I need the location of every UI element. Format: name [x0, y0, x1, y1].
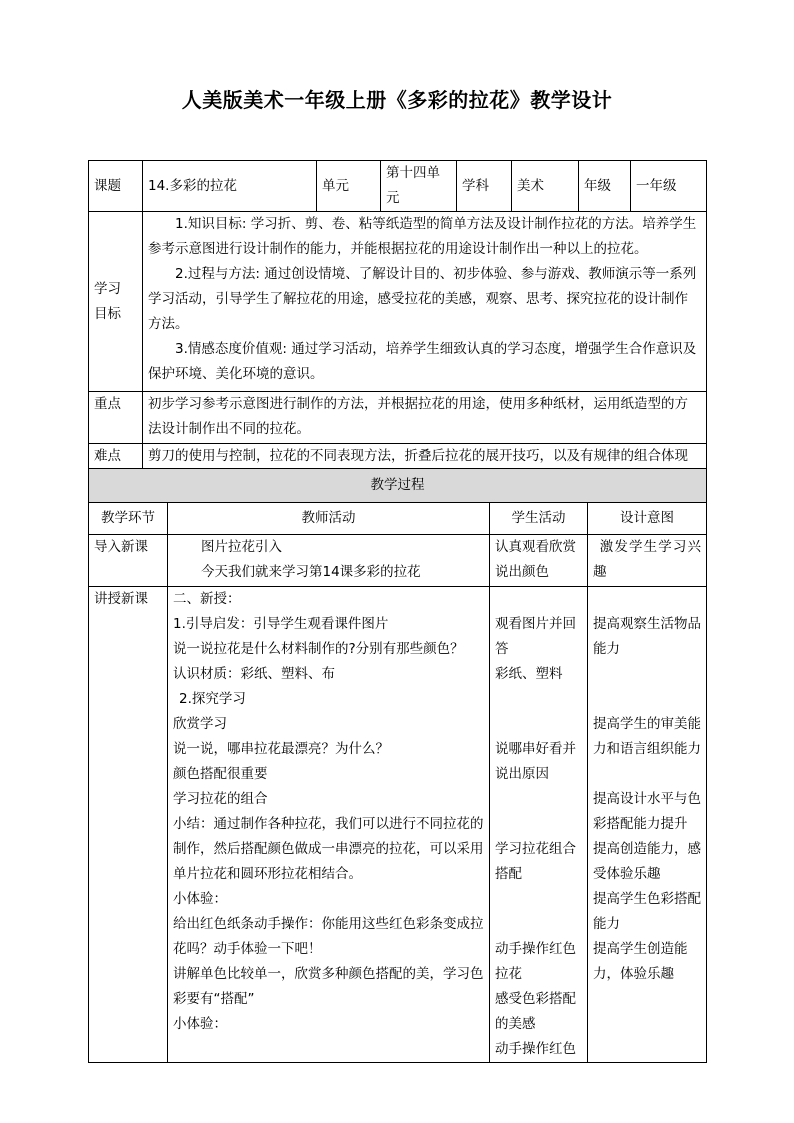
lecture-teacher: [168, 587, 490, 1063]
intro-teacher-line: 今天我们就来学习第14课多彩的拉花: [201, 564, 421, 580]
goals-label-line1: 学习: [94, 280, 121, 297]
teacher-line: 二、新授：: [173, 591, 241, 607]
intent-item: 提高学生创造能力，体验乐趣: [593, 941, 688, 982]
teacher-experience: 给出红色纸条动手操作：你能用这些红色彩条变成拉花吗？动手体验一下吧！: [173, 916, 484, 957]
unit-label: 单元: [317, 161, 381, 212]
lecture-intent: [588, 587, 707, 1063]
lecture-stage: 讲授新课: [89, 587, 168, 1063]
header-student: 学生活动: [490, 503, 588, 535]
intro-teacher: [168, 535, 490, 587]
topic-value: 14.多彩的拉花: [143, 161, 317, 212]
subject-value: 美术: [512, 161, 579, 212]
intro-intent: 激发学生学习兴趣: [588, 535, 707, 587]
student-item: 动手操作红色: [495, 1041, 576, 1057]
header-teacher: 教师活动: [168, 503, 490, 535]
key-point-label: 重点: [89, 392, 143, 444]
lesson-info-table: [88, 160, 707, 495]
teacher-line: 学习拉花的组合: [173, 791, 268, 807]
intro-stage: 导入新课: [89, 535, 168, 587]
grade-value: 一年级: [631, 161, 707, 212]
student-item: 动手操作红色拉花: [495, 941, 576, 982]
teacher-line: 说一说，哪串拉花最漂亮？为什么？: [173, 741, 389, 757]
teacher-line: 小体验：: [173, 891, 227, 907]
intent-item: 提高学生的审美能力和语言组织能力: [593, 716, 701, 757]
teacher-line: 说一说拉花是什么材料制作的?分别有那些颜色？: [173, 641, 464, 657]
intent-item: 提高观察生活物品能力: [593, 616, 701, 657]
goals-label: [89, 212, 143, 392]
intent-item: 提高创造能力，感受体验乐趣: [593, 841, 701, 882]
subject-label: 学科: [457, 161, 512, 212]
intro-teacher-line: 图片拉花引入: [201, 539, 282, 555]
intent-item: 提高学生色彩搭配能力: [593, 891, 701, 932]
lecture-student: [490, 587, 588, 1063]
process-title: 教学过程: [89, 469, 707, 503]
difficulty-text: 剪刀的使用与控制，拉花的不同表现方法，折叠后拉花的展开技巧，以及有规律的组合体现: [143, 444, 707, 495]
grade-label: 年级: [579, 161, 631, 212]
difficulty-label: 难点: [89, 444, 143, 495]
student-item: 观看图片并回答: [495, 616, 576, 657]
teacher-line: 颜色搭配很重要: [173, 766, 268, 782]
intent-item: 提高设计水平与色彩搭配能力提升: [593, 791, 701, 832]
teacher-explain: 讲解单色比较单一，欣赏多种颜色搭配的美，学习色彩要有“搭配”: [173, 966, 484, 1007]
teaching-process-table: [88, 468, 707, 1063]
teacher-line: 小体验：: [173, 1016, 227, 1032]
teacher-summary: 小结：通过制作各种拉花，我们可以进行不同拉花的制作，然后搭配颜色做成一串漂亮的拉花，可以采用单片拉花和圆环形拉花相结合。: [173, 816, 484, 882]
student-item: 学习拉花组合搭配: [495, 841, 576, 882]
student-item: 感受色彩搭配的美感: [495, 991, 576, 1032]
goals-label-line2: 目标: [94, 305, 121, 322]
key-point-text: 初步学习参考示意图进行制作的方法，并根据拉花的用途，使用多种纸材，运用纸造型的方法设计制作出不同的拉花。: [143, 392, 707, 444]
teacher-line: 欣赏学习: [173, 716, 227, 732]
student-item: 彩纸、塑料: [495, 666, 563, 682]
goal-attitude: 3.情感态度价值观: 通过学习活动，培养学生细致认真的学习态度，增强学生合作意识及保护环境、美化环境的意识。: [148, 341, 697, 382]
teacher-line: 认识材质：彩纸、塑料、布: [173, 666, 335, 682]
intro-student: 认真观看欣赏说出颜色: [490, 535, 588, 587]
teacher-line: 1.引导启发：引导学生观看课件图片: [173, 616, 389, 632]
unit-value: 第十四单元: [381, 161, 457, 212]
goals-content: [143, 212, 707, 392]
header-intent: 设计意图: [588, 503, 707, 535]
goal-knowledge: 1.知识目标: 学习折、剪、卷、粘等纸造型的简单方法及设计制作拉花的方法。培养学生参考示意图进行设计制作的能力，并能根据拉花的用途设计制作出一种以上的拉花。: [148, 216, 697, 257]
document-title: 人美版美术一年级上册《多彩的拉花》教学设计: [181, 88, 613, 112]
topic-label: 课题: [89, 161, 143, 212]
header-stage: 教学环节: [89, 503, 168, 535]
teacher-line: 2.探究学习: [179, 691, 246, 707]
goal-process: 2.过程与方法: 通过创设情境、了解设计目的、初步体验、参与游戏、教师演示等一系列学习活动，引导学生了解拉花的用途，感受拉花的美感，观察、思考、探究拉花的设计制作方法。: [148, 266, 697, 332]
student-item: 说哪串好看并说出原因: [495, 741, 576, 782]
